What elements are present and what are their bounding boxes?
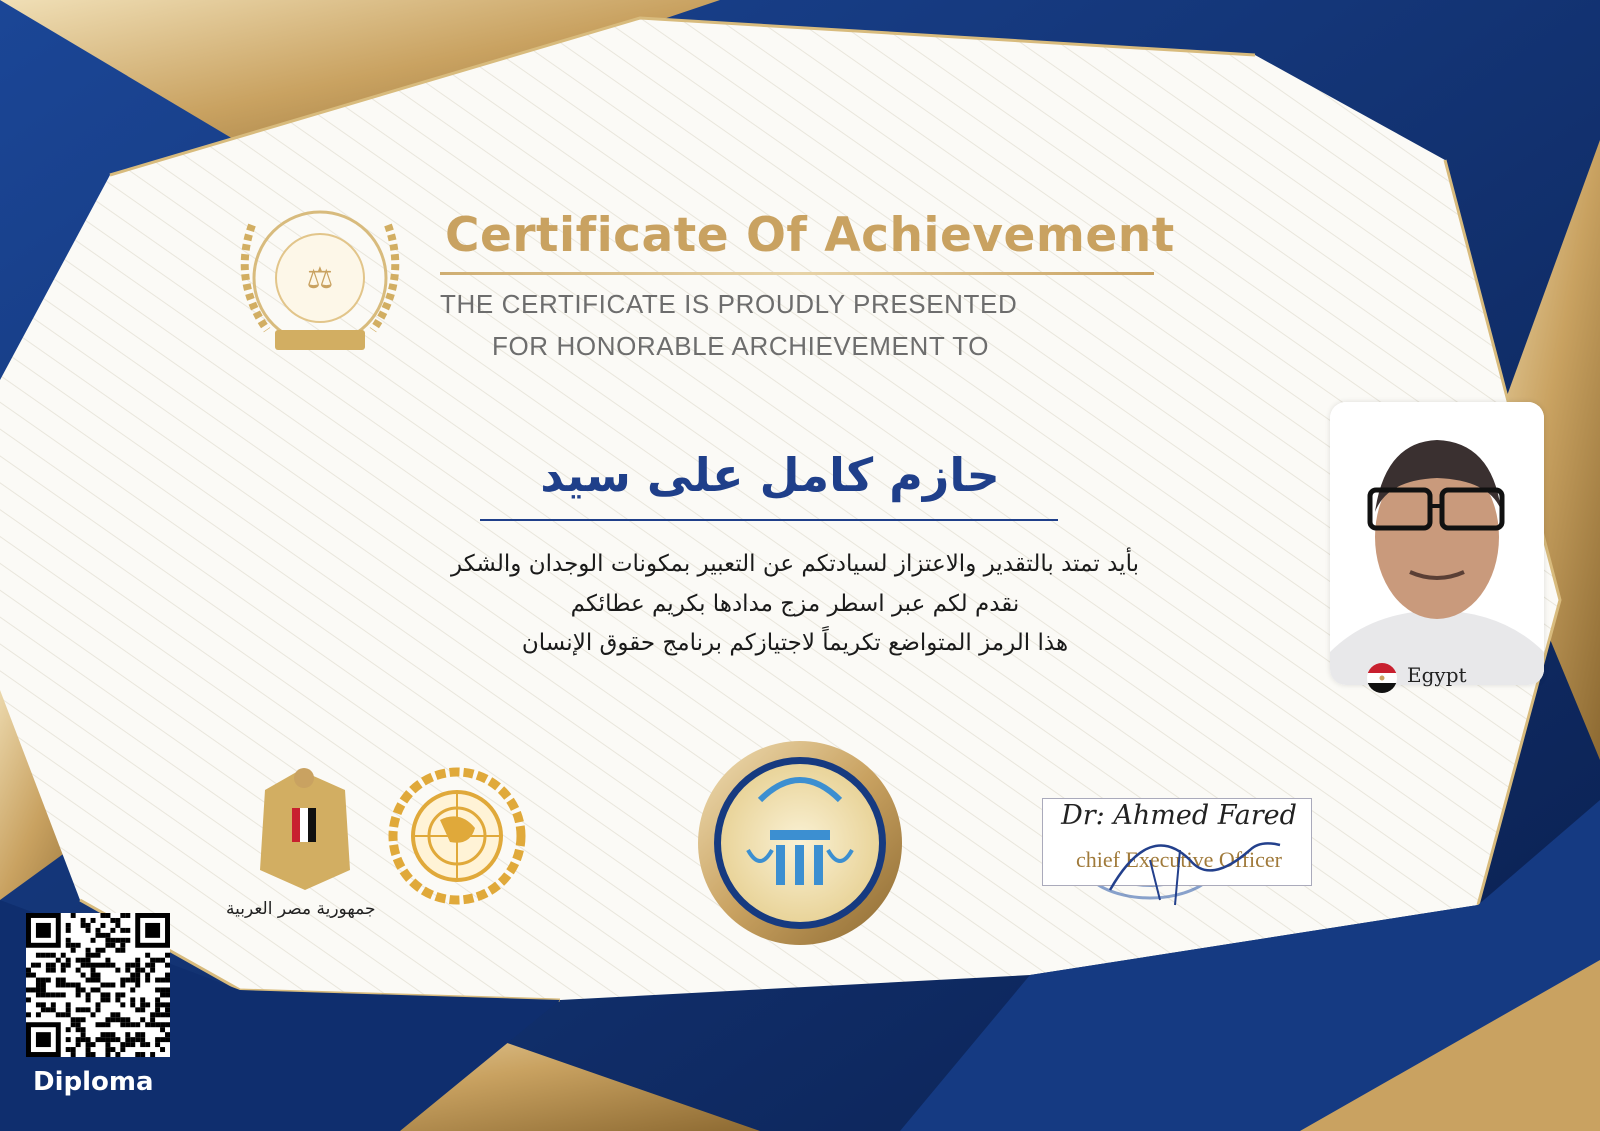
country-label: Egypt xyxy=(1407,663,1467,687)
diploma-label: Diploma xyxy=(33,1067,154,1097)
recipient-name: حازم كامل على سيد xyxy=(540,448,1000,502)
egypt-country-name: جمهورية مصر العربية xyxy=(226,899,376,919)
recipient-photo xyxy=(1330,402,1544,685)
certificate-title: Certificate Of Achievement xyxy=(445,208,1175,263)
handwritten-signature xyxy=(1050,780,1310,920)
egypt-flag-icon xyxy=(1366,662,1398,694)
qr-code-graphic xyxy=(26,913,170,1057)
signatory-title: chief Executive Officer xyxy=(1075,847,1283,872)
body-text-line-2: نقدم لكم عبر اسطر مزج مدادها بكريم عطائكم xyxy=(570,591,1020,617)
recipient-underline xyxy=(480,519,1058,521)
qr-code[interactable] xyxy=(26,913,170,1057)
central-seal xyxy=(698,741,902,945)
svg-text:⚖: ⚖ xyxy=(306,261,334,296)
body-text-line-3: هذا الرمز المتواضع تكريماً لاجتيازكم برنامج حقوق الإنسان xyxy=(521,630,1069,656)
subtitle-line-2: FOR HONORABLE ARCHIEVEMENT TO xyxy=(492,331,990,361)
egypt-emblem xyxy=(260,768,350,890)
signatory-name: Dr: Ahmed Fared xyxy=(1061,800,1297,831)
recipient-photo-card xyxy=(1330,402,1544,685)
subtitle-line-1: THE CERTIFICATE IS PROUDLY PRESENTED xyxy=(440,289,1018,319)
title-divider xyxy=(440,272,1154,275)
body-text-line-1: بأيد تمتد بالتقدير والاعتزاز لسيادتكم عن التعبير بمكونات الوجدان والشكر xyxy=(451,551,1139,577)
